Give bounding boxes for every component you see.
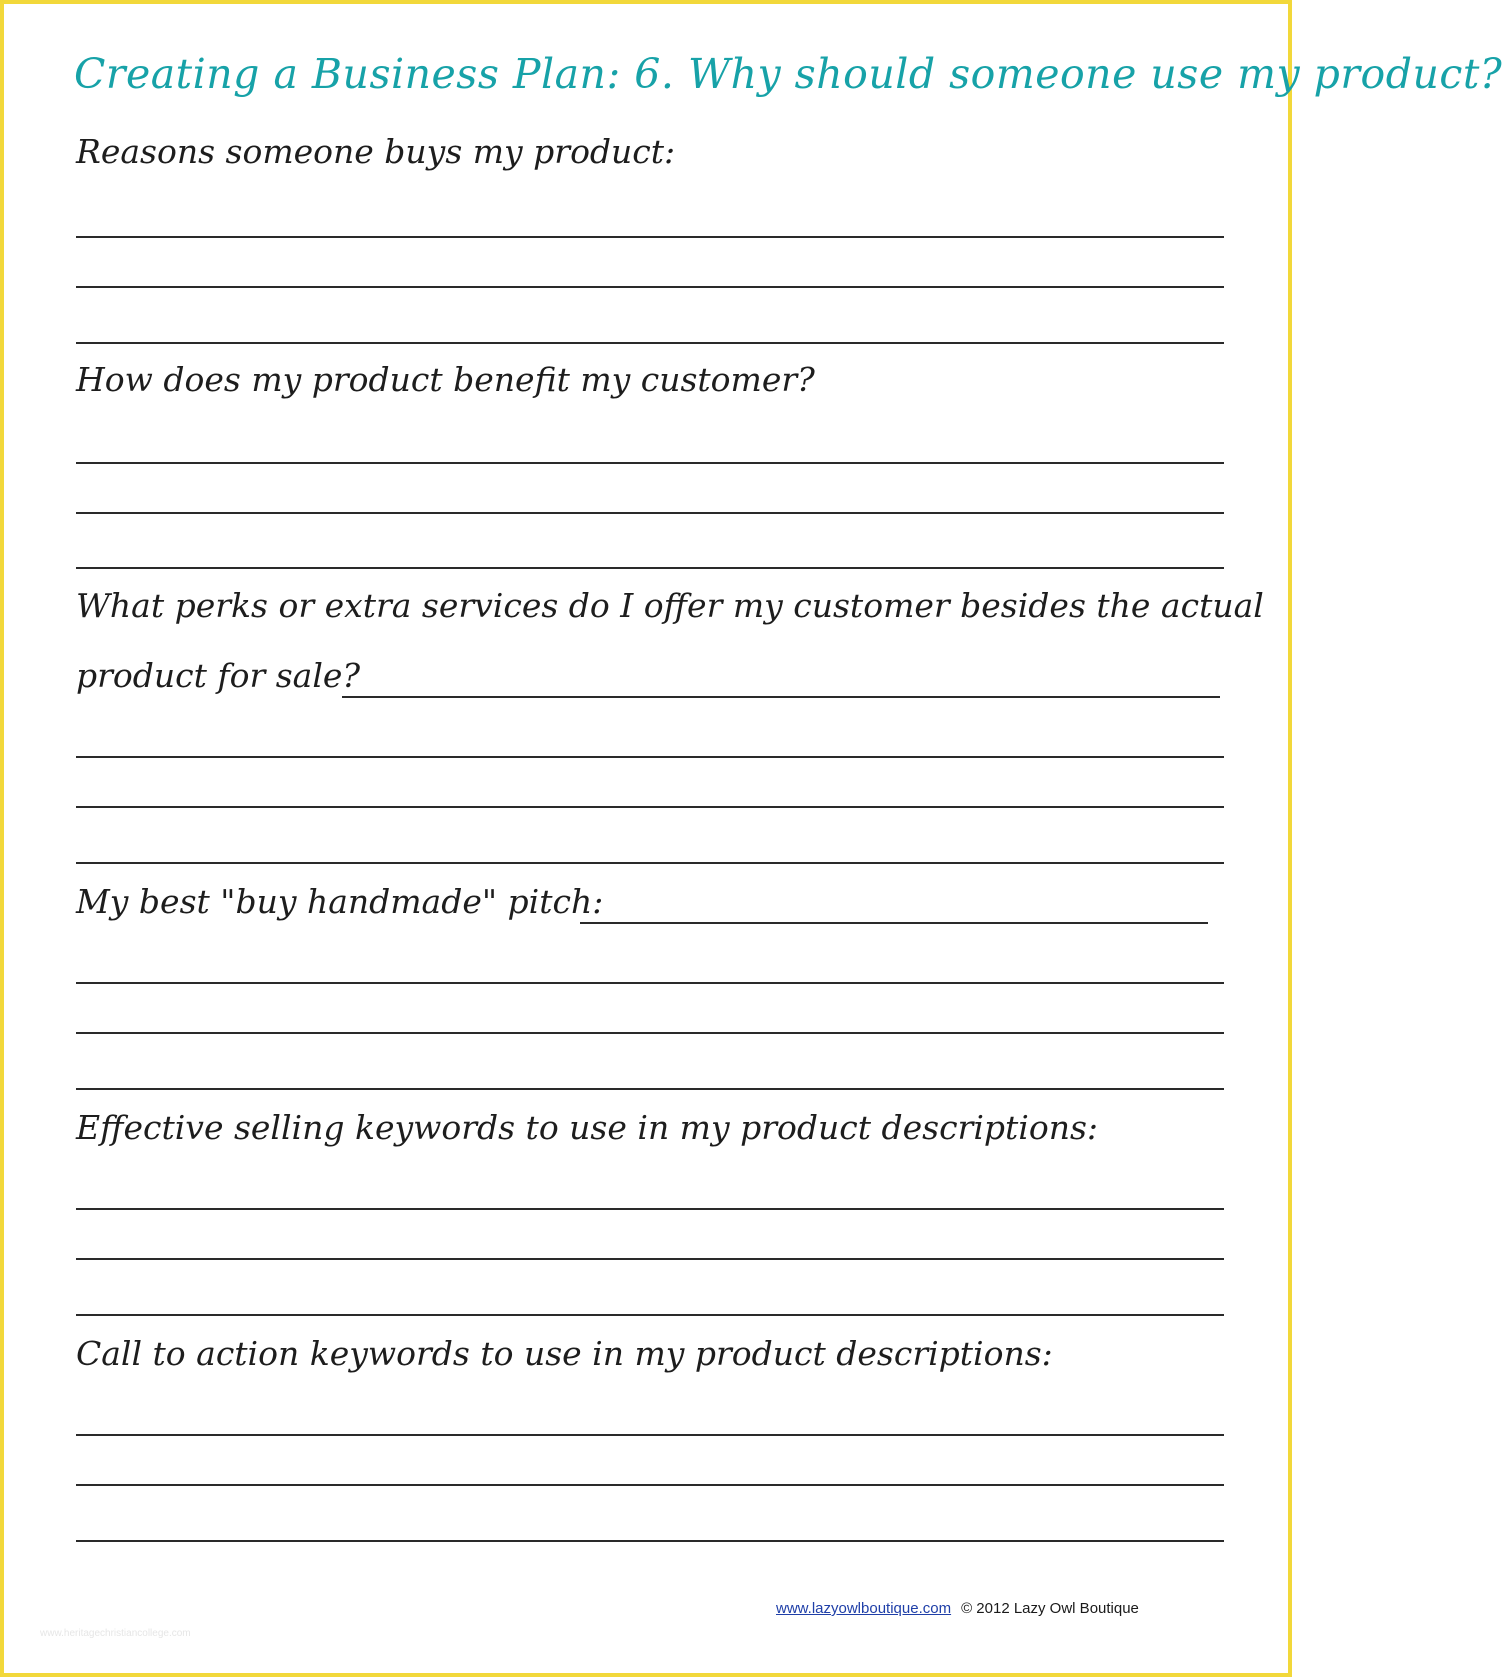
answer-line[interactable] (76, 1484, 1224, 1486)
answer-line[interactable] (76, 1258, 1224, 1260)
answer-line[interactable] (580, 922, 1208, 924)
answer-line[interactable] (76, 1540, 1224, 1542)
answer-line[interactable] (342, 696, 1220, 698)
prompt-pitch: My best "buy handmade" pitch: (76, 882, 604, 921)
page-title: Creating a Business Plan: 6. Why should someone use my product? (74, 50, 1502, 98)
prompt-selling-keywords: Effective selling keywords to use in my product descriptions: (76, 1108, 1099, 1147)
answer-line[interactable] (76, 236, 1224, 238)
answer-line[interactable] (76, 286, 1224, 288)
answer-line[interactable] (76, 1088, 1224, 1090)
prompt-perks-continued: product for sale? (76, 656, 361, 695)
watermark: www.heritagechristiancollege.com (40, 1628, 191, 1639)
answer-line[interactable] (76, 1434, 1224, 1436)
answer-line[interactable] (76, 806, 1224, 808)
answer-line[interactable] (76, 756, 1224, 758)
website-link[interactable]: www.lazyowlboutique.com (776, 1600, 952, 1617)
answer-line[interactable] (76, 567, 1224, 569)
copyright-text: © 2012 Lazy Owl Boutique (961, 1600, 1139, 1617)
prompt-reasons: Reasons someone buys my product: (76, 132, 676, 171)
answer-line[interactable] (76, 1208, 1224, 1210)
answer-line[interactable] (76, 862, 1224, 864)
answer-line[interactable] (76, 462, 1224, 464)
answer-line[interactable] (76, 342, 1224, 344)
prompt-benefit: How does my product benefit my customer? (76, 360, 815, 399)
footer (776, 1600, 1139, 1617)
answer-line[interactable] (76, 1032, 1224, 1034)
answer-line[interactable] (76, 982, 1224, 984)
prompt-perks: What perks or extra services do I offer my customer besides the actual (76, 586, 1264, 625)
answer-line[interactable] (76, 512, 1224, 514)
answer-line[interactable] (76, 1314, 1224, 1316)
prompt-call-to-action: Call to action keywords to use in my product descriptions: (76, 1334, 1053, 1373)
